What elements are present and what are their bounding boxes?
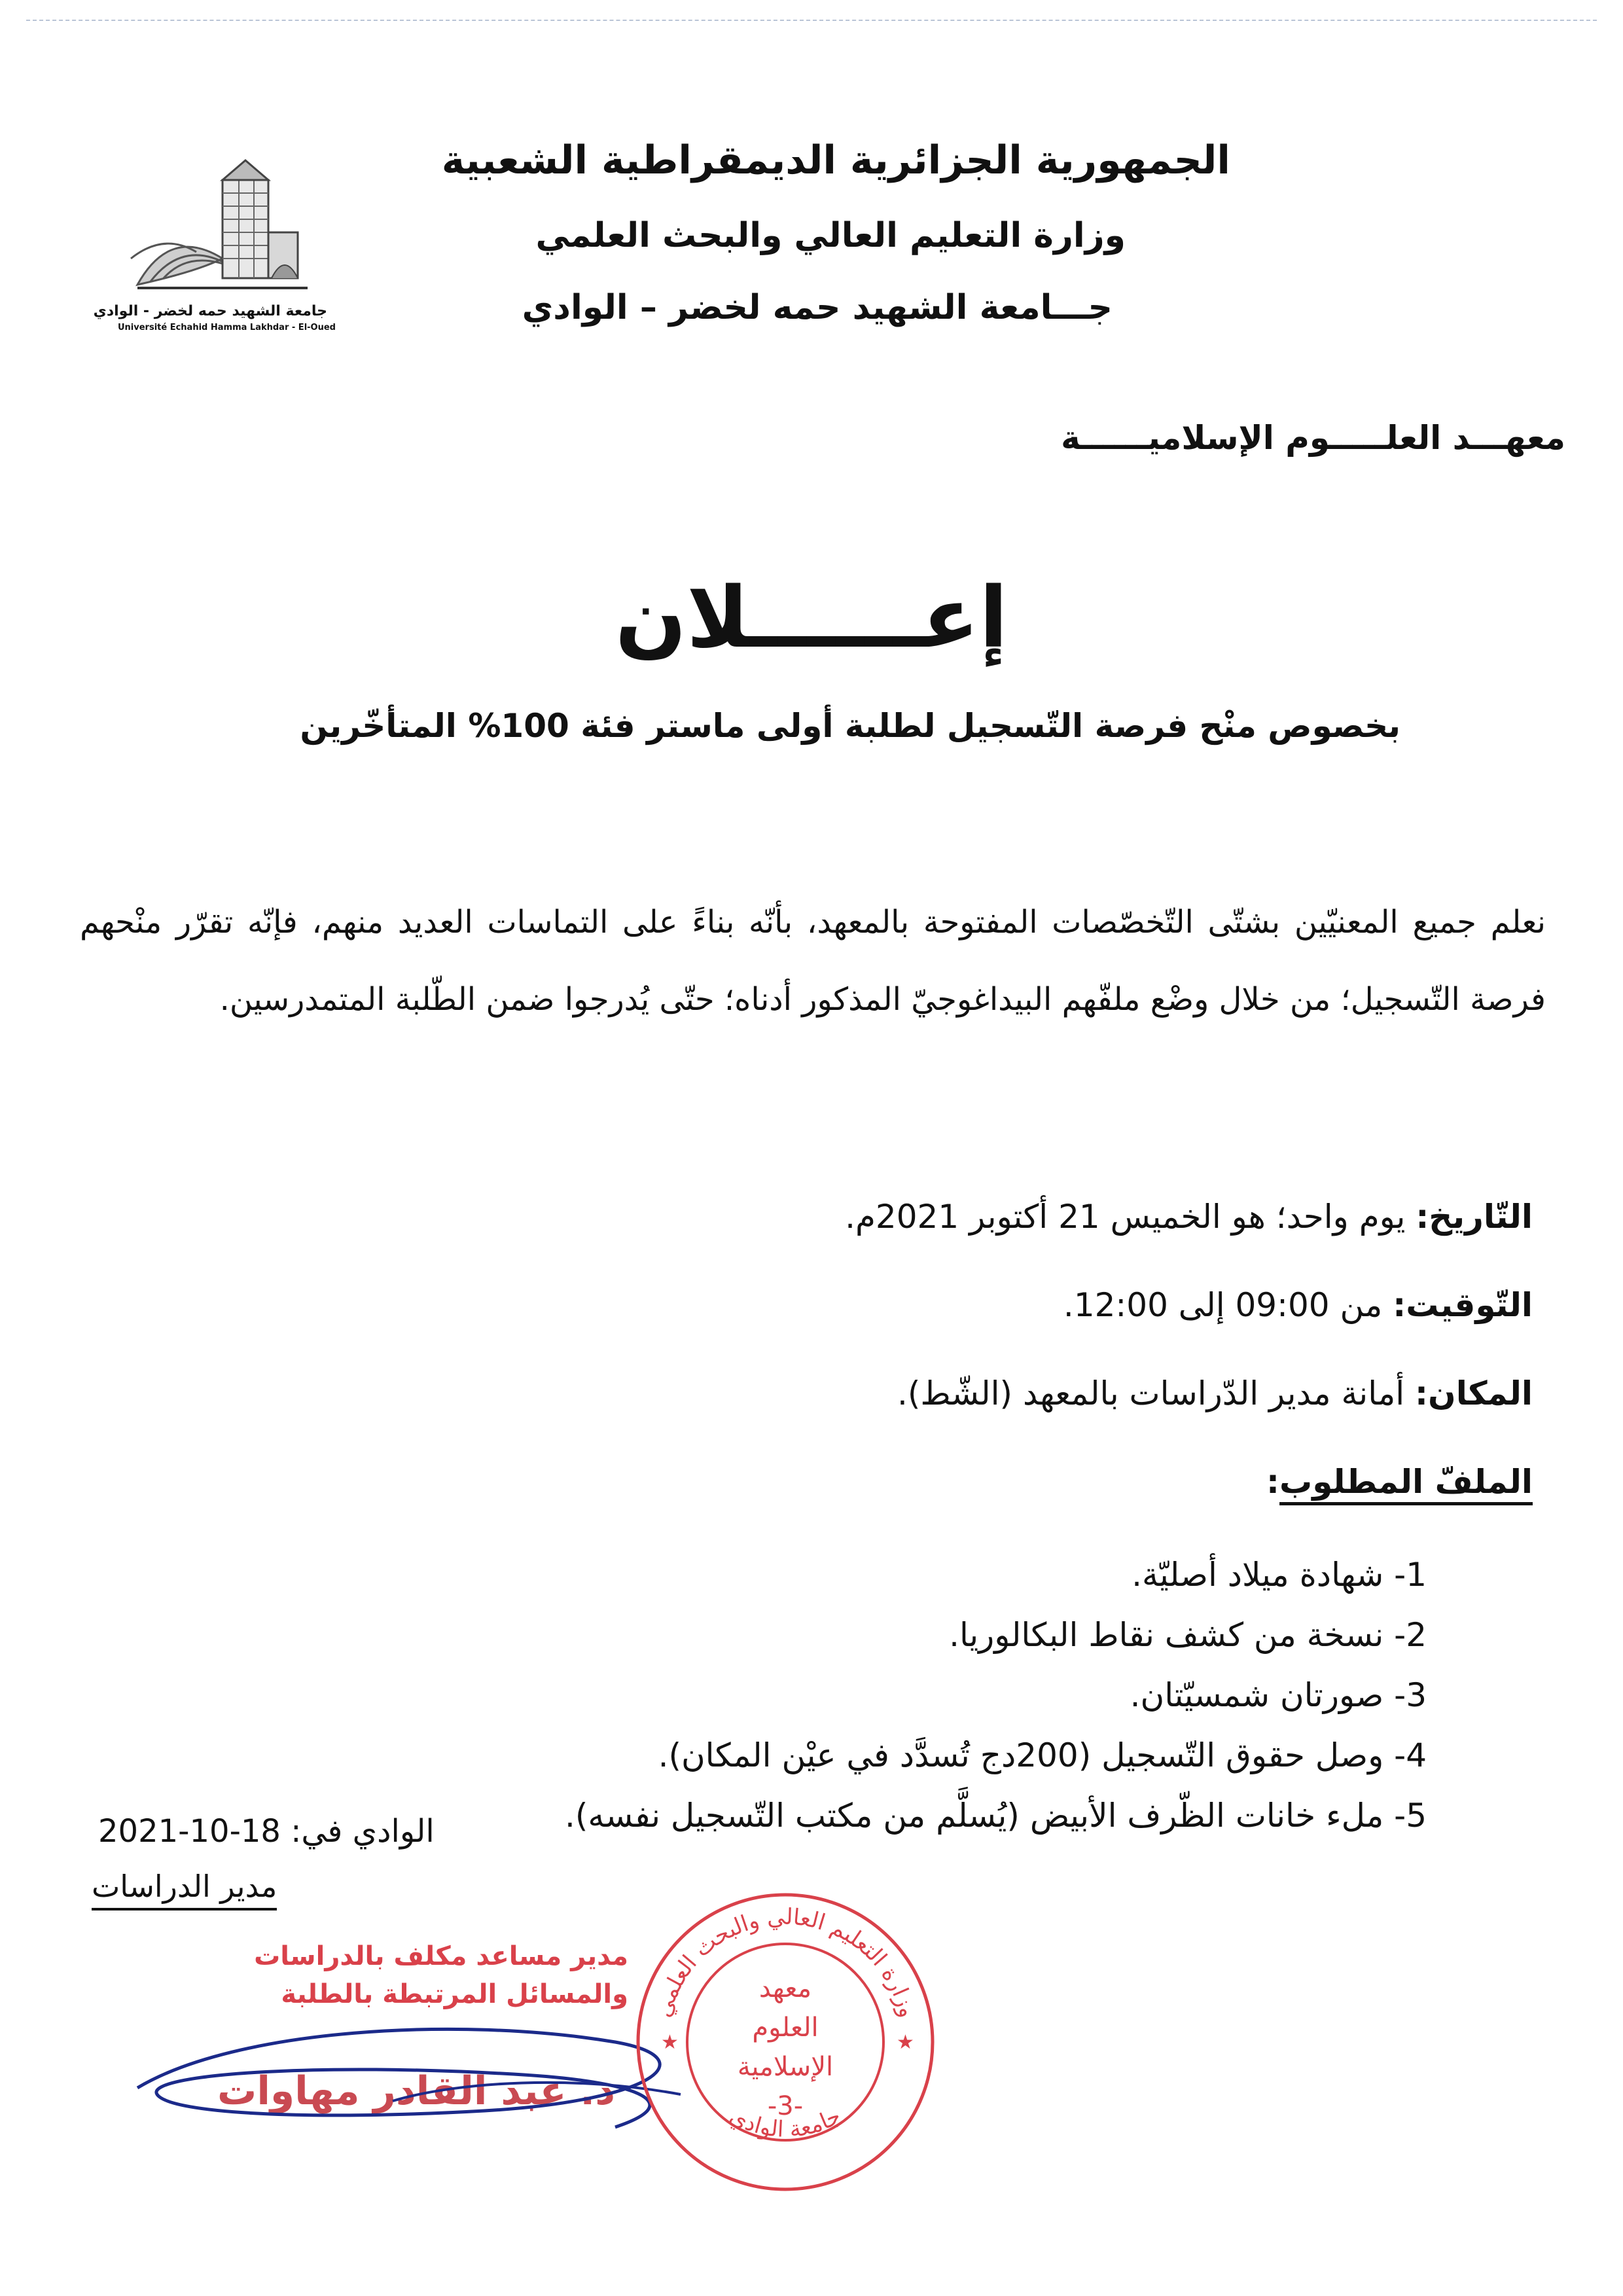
institute-round-stamp (628, 1885, 942, 2199)
university-building-icon (124, 154, 321, 301)
list-item: 4- وصل حقوق التّسجيل (200دج تُسدَّد في عيْن المكان). (658, 1736, 1427, 1774)
time-value: من 09:00 إلى 12:00. (1063, 1286, 1383, 1324)
place-value: أمانة مدير الدّراسات بالمعهد (الشّط). (897, 1374, 1405, 1412)
issue-date: الوادي في: 18-10-2021 (98, 1813, 435, 1850)
time-label: التّوقيت: (1393, 1286, 1533, 1324)
stamp-ring-bottom: جامعة الوادي (725, 2102, 846, 2143)
time-line (1063, 1286, 1533, 1324)
list-item: 5- ملء خانات الظّرف الأبيض (يُسلَّم من مكتب التّسجيل نفسه). (565, 1797, 1427, 1835)
place-label: المكان: (1415, 1374, 1533, 1412)
required-files-heading (1266, 1463, 1533, 1501)
signer-title: مدير الدراسات (92, 1869, 277, 1910)
republic-header: الجمهورية الجزائرية الديمقراطية الشعبية (441, 137, 1230, 183)
stamp-center-line4: -3- (767, 2091, 804, 2121)
announcement-subtitle: بخصوص منْح فرصة التّسجيل لطلبة أولى ماستر فئة 100% المتأخّرين (300, 707, 1400, 745)
logo-french-caption: Université Echahid Hamma Lakhdar - El-Oued (118, 323, 336, 332)
stamp-center-line2: العلوم (752, 2013, 819, 2043)
list-item: 1- شهادة ميلاد أصليّة. (1132, 1556, 1427, 1594)
announcement-title: إعــــــلان (615, 569, 1008, 667)
list-item: 2- نسخة من كشف نقاط البكالوريا. (949, 1616, 1427, 1654)
date-line (845, 1198, 1533, 1236)
place-line (897, 1374, 1533, 1412)
stamp-center-line3: الإسلامية (737, 2052, 834, 2082)
signature-stamp (183, 1937, 628, 2013)
university-header: جـــامعة الشهيد حمه لخضر – الوادي (522, 288, 1113, 327)
required-files-label: الملفّ المطلوب (1279, 1463, 1533, 1501)
scan-edge-line (26, 20, 1597, 21)
university-logo (93, 154, 336, 350)
date-label: التّاريخ: (1416, 1198, 1533, 1236)
signature-stamp-line2: والمسائل المرتبطة بالطلبة (281, 1979, 628, 2009)
announcement-body: نعلم جميع المعنيّين بشتّى التّخصّصات المفتوحة بالمعهد، بأنّه بناءً على التماسات العديد منهم، فإنّه تقرّر منْحهم فرصة التّسجيل؛ من خلال وضْع ملفّهم البيداغوجيّ المذكور أدناه؛ حتّى يُدرجوا ضمن الطّلبة المتمدرسين. (80, 904, 1546, 1018)
required-files-colon: : (1266, 1463, 1280, 1501)
svg-text:★: ★ (897, 2031, 914, 2054)
logo-arabic-caption: جامعة الشهيد حمه لخضر - الوادي (93, 303, 327, 319)
ministry-header: وزارة التعليم العالي والبحث العلمي (535, 216, 1126, 255)
institute-name: معهـــد العلـــــوم الإسلاميــــــة (1061, 419, 1565, 457)
date-value: يوم واحد؛ هو الخميس 21 أكتوبر 2021م. (845, 1198, 1406, 1236)
signature-stamp-name: د. عبد القادر مهاوات (217, 2068, 615, 2114)
signature-stamp-line1: مدير مساعد مكلف بالدراسات (254, 1941, 628, 1971)
svg-text:★: ★ (661, 2031, 679, 2054)
stamp-center-line1: معهد (758, 1973, 812, 2003)
stamp-ring-top: وزارة التعليم العالي والبحث العلمي (650, 1903, 921, 2020)
list-item: 3- صورتان شمسيّتان. (1130, 1676, 1427, 1714)
required-files-list (565, 1545, 1427, 1846)
